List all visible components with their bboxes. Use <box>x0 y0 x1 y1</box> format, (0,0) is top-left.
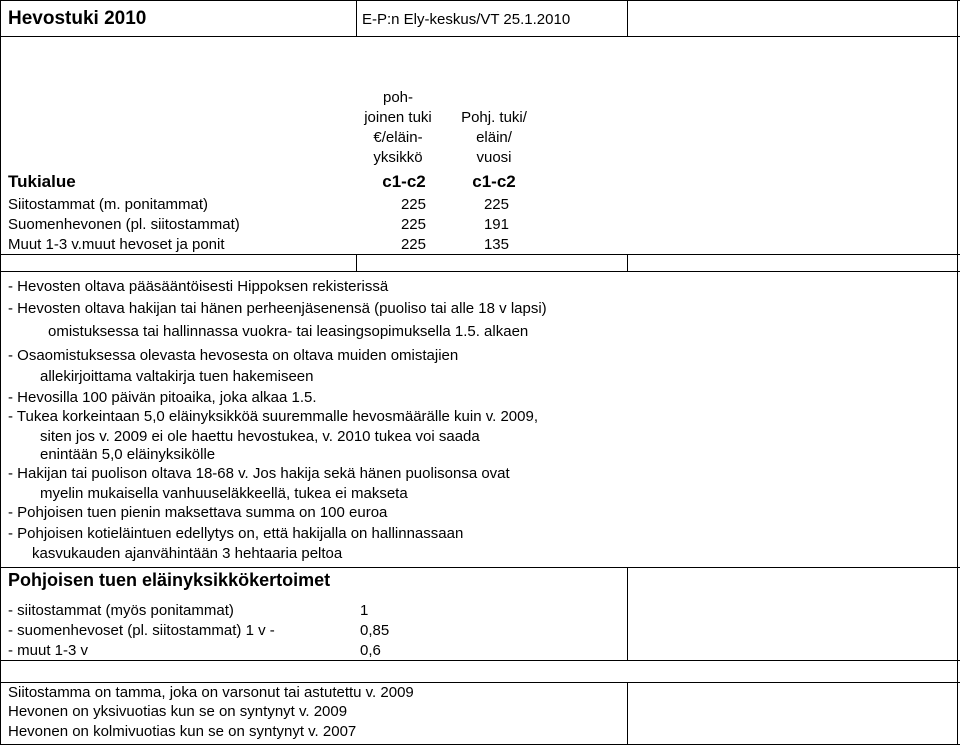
grid-line <box>627 682 628 744</box>
grid-line <box>0 660 960 661</box>
table-cell: 225 <box>400 196 426 213</box>
condition-line: allekirjoittama valtakirja tuen hakemiseen <box>40 368 314 385</box>
table-cell: 135 <box>483 236 509 253</box>
page-title: Hevostuki 2010 <box>8 8 147 29</box>
condition-line: - Osaomistuksessa olevasta hevosesta on oltava muiden omistajien <box>8 347 459 364</box>
grid-line <box>957 0 958 745</box>
page-subtitle: E-P:n Ely-keskus/VT 25.1.2010 <box>362 11 571 28</box>
column-header-line: €/eläin- <box>373 129 423 146</box>
condition-line: enintään 5,0 eläinyksikölle <box>40 446 216 463</box>
condition-line: - Hevosten oltava hakijan tai hänen perheenjäsenensä (puoliso tai alle 18 v lapsi) <box>8 300 547 317</box>
tukialue-label: Tukialue <box>8 172 76 191</box>
grid-line <box>0 254 960 255</box>
condition-line: siten jos v. 2009 ei ole haettu hevostukea, v. 2010 tukea voi saada <box>40 428 480 445</box>
note-line: Hevonen on kolmivuotias kun se on syntynyt v. 2007 <box>8 723 357 740</box>
grid-line <box>627 254 628 271</box>
coefficient-value: 1 <box>360 602 369 619</box>
column-header-northern-support <box>348 88 448 168</box>
column-header-line: Pohj. tuki/ <box>461 109 527 126</box>
column-header-line: poh- <box>382 89 414 106</box>
column-header-line: vuosi <box>476 149 512 166</box>
condition-line: - Hakijan tai puolison oltava 18-68 v. Jos hakija sekä hänen puolisonsa ovat <box>8 465 510 482</box>
grid-line <box>0 0 1 745</box>
condition-line: omistuksessa tai hallinnassa vuokra- tai leasingsopimuksella 1.5. alkaen <box>48 323 529 340</box>
table-row-label: Siitostammat (m. ponitammat) <box>8 196 209 213</box>
grid-line <box>627 567 628 660</box>
tukialue-col2: c1-c2 <box>472 172 516 191</box>
grid-line <box>0 271 960 272</box>
note-line: Siitostamma on tamma, joka on varsonut tai astutettu v. 2009 <box>8 684 414 701</box>
coefficient-value: 0,6 <box>360 642 381 659</box>
condition-line: - Pohjoisen tuen pienin maksettava summa on 100 euroa <box>8 504 388 521</box>
tukialue-col1: c1-c2 <box>382 172 426 191</box>
table-cell: 225 <box>400 236 426 253</box>
grid-line <box>0 567 960 568</box>
condition-line: - Pohjoisen kotieläintuen edellytys on, että hakijalla on hallinnassaan <box>8 525 464 542</box>
grid-line <box>0 0 960 1</box>
condition-line: - Hevosilla 100 päivän pitoaika, joka alkaa 1.5. <box>8 389 317 406</box>
coefficient-label: - muut 1-3 v <box>8 642 89 659</box>
coefficient-label: - siitostammat (myös ponitammat) <box>8 602 234 619</box>
table-row-label: Muut 1-3 v.muut hevoset ja ponit <box>8 236 225 253</box>
table-cell: 191 <box>483 216 509 233</box>
condition-line: kasvukauden ajanvähintään 3 hehtaaria peltoa <box>32 545 343 562</box>
table-row-label: Suomenhevonen (pl. siitostammat) <box>8 216 240 233</box>
grid-line <box>627 0 628 36</box>
column-header-line: eläin/ <box>476 129 512 146</box>
grid-line <box>0 682 960 683</box>
column-header-line: joinen tuki <box>364 109 432 126</box>
coefficient-value: 0,85 <box>360 622 390 639</box>
coefficients-title: Pohjoisen tuen eläinyksikkökertoimet <box>8 570 331 590</box>
condition-line: myelin mukaisella vanhuuseläkkeellä, tukea ei makseta <box>40 485 408 502</box>
column-header-line: yksikkö <box>373 149 423 166</box>
grid-line <box>0 36 960 37</box>
column-header-per-animal-year <box>444 108 544 168</box>
condition-line: - Hevosten oltava pääsääntöisesti Hippoksen rekisterissä <box>8 278 389 295</box>
table-cell: 225 <box>483 196 509 213</box>
condition-line: - Tukea korkeintaan 5,0 eläinyksikköä suuremmalle hevosmäärälle kuin v. 2009, <box>8 408 538 425</box>
grid-line <box>356 254 357 271</box>
grid-line <box>356 0 357 36</box>
table-cell: 225 <box>400 216 426 233</box>
note-line: Hevonen on yksivuotias kun se on syntynyt v. 2009 <box>8 703 348 720</box>
coefficient-label: - suomenhevoset (pl. siitostammat) 1 v - <box>8 622 275 639</box>
